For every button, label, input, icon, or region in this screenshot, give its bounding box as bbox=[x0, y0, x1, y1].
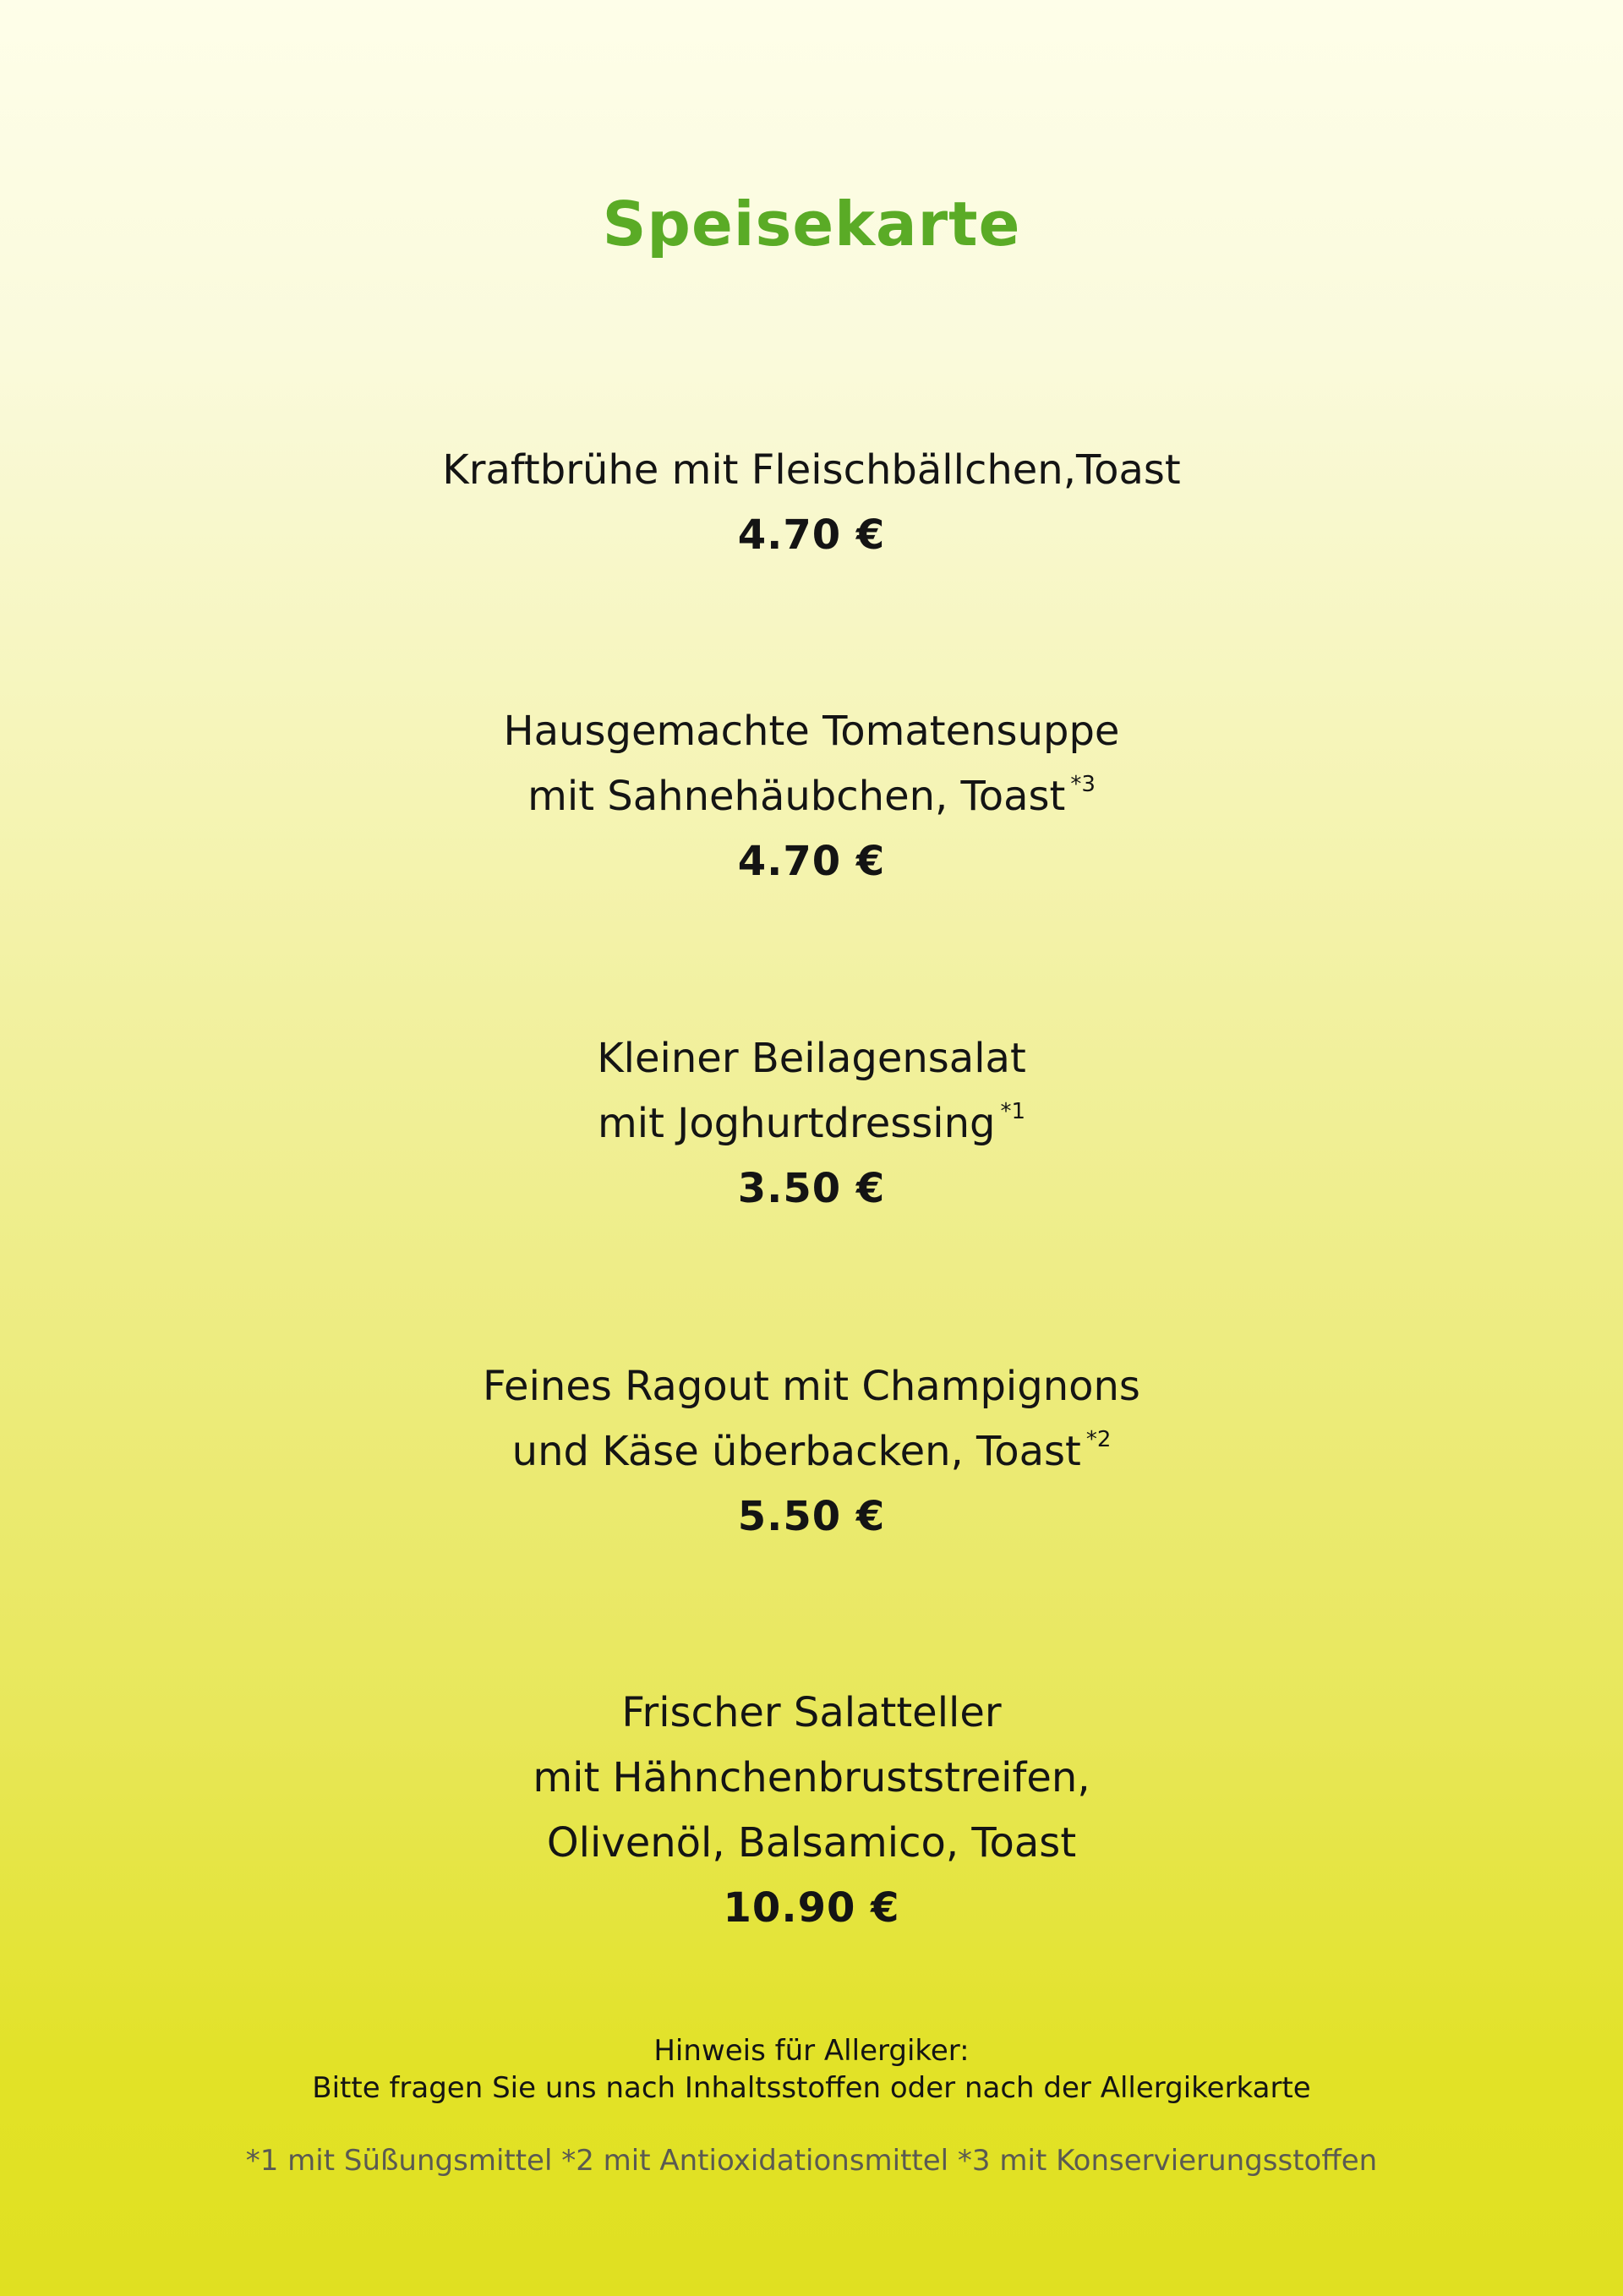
menu-title: Speisekarte bbox=[602, 189, 1021, 260]
menu-item-description: mit Joghurtdressing $^{*1}$ bbox=[597, 1099, 1026, 1147]
menu-item-name: Kraftbrühe mit Fleischbällchen,Toast bbox=[442, 446, 1181, 494]
menu-item-price: 10.90 € bbox=[723, 1884, 900, 1932]
menu-item-name: Hausgemachte Tomatensuppe bbox=[503, 708, 1120, 755]
menu-item-price: 4.70 € bbox=[737, 511, 886, 559]
menu-item bbox=[0, 699, 1623, 894]
menu-item-price: 5.50 € bbox=[737, 1493, 886, 1540]
menu-item bbox=[0, 438, 1623, 568]
menu-item bbox=[0, 1354, 1623, 1550]
additives-legend: *1 mit Süßungsmittel *2 mit Antioxidationsmittel *3 mit Konservierungsstoffen bbox=[245, 2144, 1378, 2178]
additive-footnote: *1 bbox=[1000, 1099, 1026, 1124]
menu-item-description: mit Sahnehäubchen, Toast $^{*3}$ bbox=[527, 772, 1096, 820]
allergy-notice-heading: Hinweis für Allergiker: bbox=[653, 2034, 970, 2068]
allergy-notice bbox=[0, 2032, 1623, 2107]
menu-item-name: Frischer Salatteller bbox=[621, 1689, 1002, 1736]
allergy-notice-text: Bitte fragen Sie uns nach Inhaltsstoffen oder nach der Allergikerkarte bbox=[312, 2071, 1311, 2105]
menu-item-description: und Käse überbacken, Toast $^{*2}$ bbox=[511, 1427, 1112, 1475]
menu-item bbox=[0, 1681, 1623, 1941]
additive-footnote: *3 bbox=[1070, 772, 1096, 797]
additive-footnote: *2 bbox=[1085, 1427, 1112, 1452]
menu-item bbox=[0, 1026, 1623, 1222]
menu-item-price: 4.70 € bbox=[737, 838, 886, 885]
menu-item-name: Kleiner Beilagensalat bbox=[597, 1035, 1026, 1082]
menu-item-price: 3.50 € bbox=[737, 1165, 886, 1212]
menu-item-description: Olivenöl, Balsamico, Toast bbox=[546, 1819, 1077, 1867]
menu-item-name: Feines Ragout mit Champignons bbox=[483, 1363, 1140, 1410]
menu-item-description: mit Hähnchenbruststreifen, bbox=[533, 1754, 1090, 1801]
